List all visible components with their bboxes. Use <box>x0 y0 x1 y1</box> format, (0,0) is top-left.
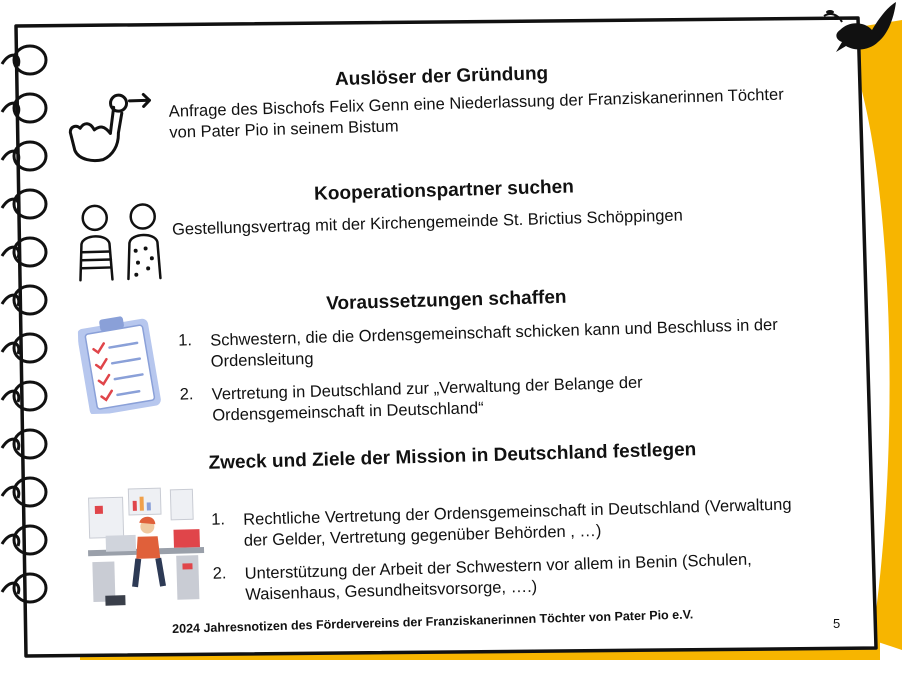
section-title-voraussetzungen: Voraussetzungen schaffen <box>325 286 567 315</box>
section-title-gruendung: Auslöser der Gründung <box>334 63 549 91</box>
list-number: 2. <box>179 385 194 404</box>
section-text-gruendung: Anfrage des Bischofs Felix Genn eine Niederlassung der Franziskanerinnen Töchter von Pater Pio in seinem Bistum <box>168 85 784 142</box>
page-number: 5 <box>833 616 841 631</box>
list-number: 1. <box>210 510 226 529</box>
list-item: Rechtliche Vertretung der Ordensgemeinschaft in Deutschland (Verwaltung der Gelder, Vertretung gegenüber Behörden , …) <box>242 495 792 550</box>
list-item: Schwestern, die die Ordensgemeinschaft schicken kann und Beschluss in der Ordensleitung <box>209 315 778 371</box>
clipboard-checklist-icon <box>77 312 170 414</box>
two-people-icon <box>72 198 169 286</box>
list-number: 2. <box>212 564 227 583</box>
office-worker-illustration <box>84 485 207 608</box>
footer-text: 2024 Jahresnotizen des Fördervereins der Franziskanerinnen Töchter von Pater Pio e.V. <box>172 607 694 636</box>
section-title-kooperation: Kooperationspartner suchen <box>313 176 575 205</box>
section-title-zweck: Zweck und Ziele der Mission in Deutschland festlegen <box>208 439 697 474</box>
list-item: Vertretung in Deutschland zur „Verwaltung der Belange der Ordensgemeinschaft in Deutschland“ <box>211 373 643 425</box>
list-number: 1. <box>177 331 193 350</box>
list-item: Unterstützung der Arbeit der Schwestern vor allem in Benin (Schulen, Waisenhaus, Gesundheitsvorsorge, ….) <box>244 550 752 604</box>
tap-gesture-icon <box>63 88 160 166</box>
section-text-kooperation: Gestellungsvertrag mit der Kirchengemeinde St. Brictius Schöppingen <box>171 206 684 239</box>
